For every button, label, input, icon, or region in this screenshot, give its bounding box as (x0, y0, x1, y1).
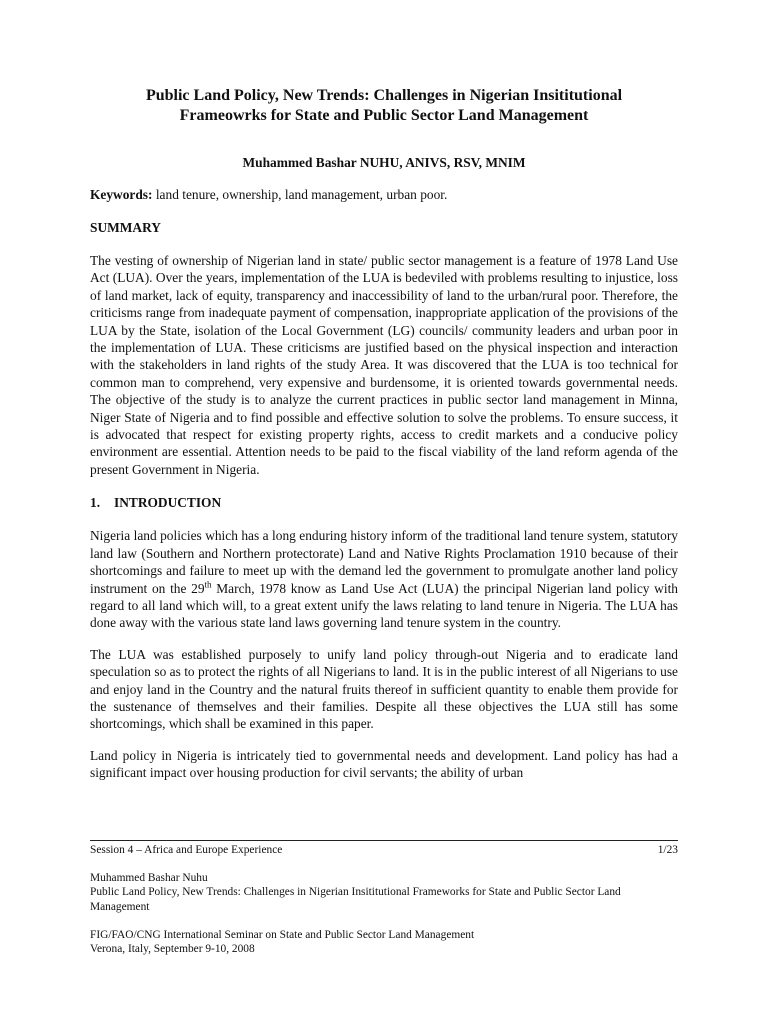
summary-paragraph: The vesting of ownership of Nigerian land in state/ public sector management is a feature of 1978 Land Use Act (LUA). Over the years, implementation of the LUA is bedeviled with problems resulting to injustice, loss of land market, lack of equity, transparency and inaccessibility of land to the urban/rural poor. Therefore, the criticisms range from inadequate payment of compensation, inappropriate application of the provisions of the LUA by the State, isolation of the Local Government (LG) councils/ community leaders and urban poor in the implementation of LUA. These criticisms are justified based on the physical inspection and interaction with the stakeholders in land rights of the study Area. It was discovered that the LUA is too technical for common man to comprehend, very expensive and burdensome, it is oriented towards governmental needs. The objective of the study is to analyze the current practices in public sector land management in Minna, Niger State of Nigeria and to find possible and effective solution to solve the problems. To ensure success, it is advocated that respect for existing property rights, access to credit markets and a conducive policy environment are essential. Attention needs to be paid to the fiscal viability of the land reform agenda of the present Government in Nigeria. (90, 253, 678, 477)
title-line-1: Public Land Policy, New Trends: Challenges in Nigerian Insititutional (145, 87, 623, 104)
keywords-label: Keywords: (90, 187, 153, 202)
footer-session: Session 4 – Africa and Europe Experience (90, 844, 283, 856)
intro-p1-text-b: March, 1978 know as Land Use Act (LUA) the principal Nigerian land policy with regard to all land which will, to a great extent unify the laws relating to land tenure in Nigeria. The LUA has done away with the various state land laws governing land tenure system in the country. (90, 580, 678, 631)
section-number: 1. (90, 495, 101, 511)
footer-citation (90, 871, 678, 914)
summary-heading: SUMMARY (90, 220, 161, 235)
footer-author: Muhammed Bashar Nuhu (90, 872, 208, 885)
author-line: Muhammed Bashar NUHU, ANIVS, RSV, MNIM (242, 155, 526, 170)
ordinal-suffix: th (204, 579, 212, 590)
intro-p1-text-a: Nigeria land policies which has a long enduring history inform of the traditional land tenure system, statutory land law (Southern and Northern protectorate) Land and Native Rights Proclamation 1910 because of their shortcomings and failure to meet up with the demand led the government to promulgate another land policy instrument on the 29 (90, 528, 678, 596)
document-page (90, 86, 678, 782)
footer-location: Verona, Italy, September 9-10, 2008 (90, 943, 255, 956)
keywords-line (90, 186, 678, 203)
footer-session-row (90, 843, 678, 857)
intro-paragraph-3: Land policy in Nigeria is intricately tied to governmental needs and development. Land policy has had a significant impact over housing production for civil servants; the ability of urban (90, 747, 678, 781)
intro-paragraph-1 (90, 527, 678, 631)
footer-page-number: 1/23 (657, 844, 678, 856)
footer-paper-title: Public Land Policy, New Trends: Challenges in Nigerian Insititutional Frameworks for State and Public Sector Land Management (90, 886, 621, 913)
intro-paragraph-2: The LUA was established purposely to unify land policy through-out Nigeria and to eradicate land speculation so as to protect the rights of all Nigerians to land. It is in the public interest of all Nigerians to use and enjoy land in the Country and the natural fruits thereof in sufficient quantity to enable them provide for the sustenance of themselves and their families. Despite all these objectives the LUA still has some shortcomings, which shall be examined in this paper. (90, 646, 678, 732)
paper-title (90, 86, 678, 126)
title-line-2: Frameowrks for State and Public Sector Land Management (179, 107, 589, 124)
keywords-text: land tenure, ownership, land management, urban poor. (152, 187, 448, 202)
footer-seminar (90, 928, 678, 956)
introduction-heading (90, 494, 678, 511)
page-footer (90, 840, 678, 956)
section-title: INTRODUCTION (114, 495, 222, 511)
footer-seminar-name: FIG/FAO/CNG International Seminar on State and Public Sector Land Management (90, 928, 475, 941)
footer-divider (90, 840, 678, 841)
